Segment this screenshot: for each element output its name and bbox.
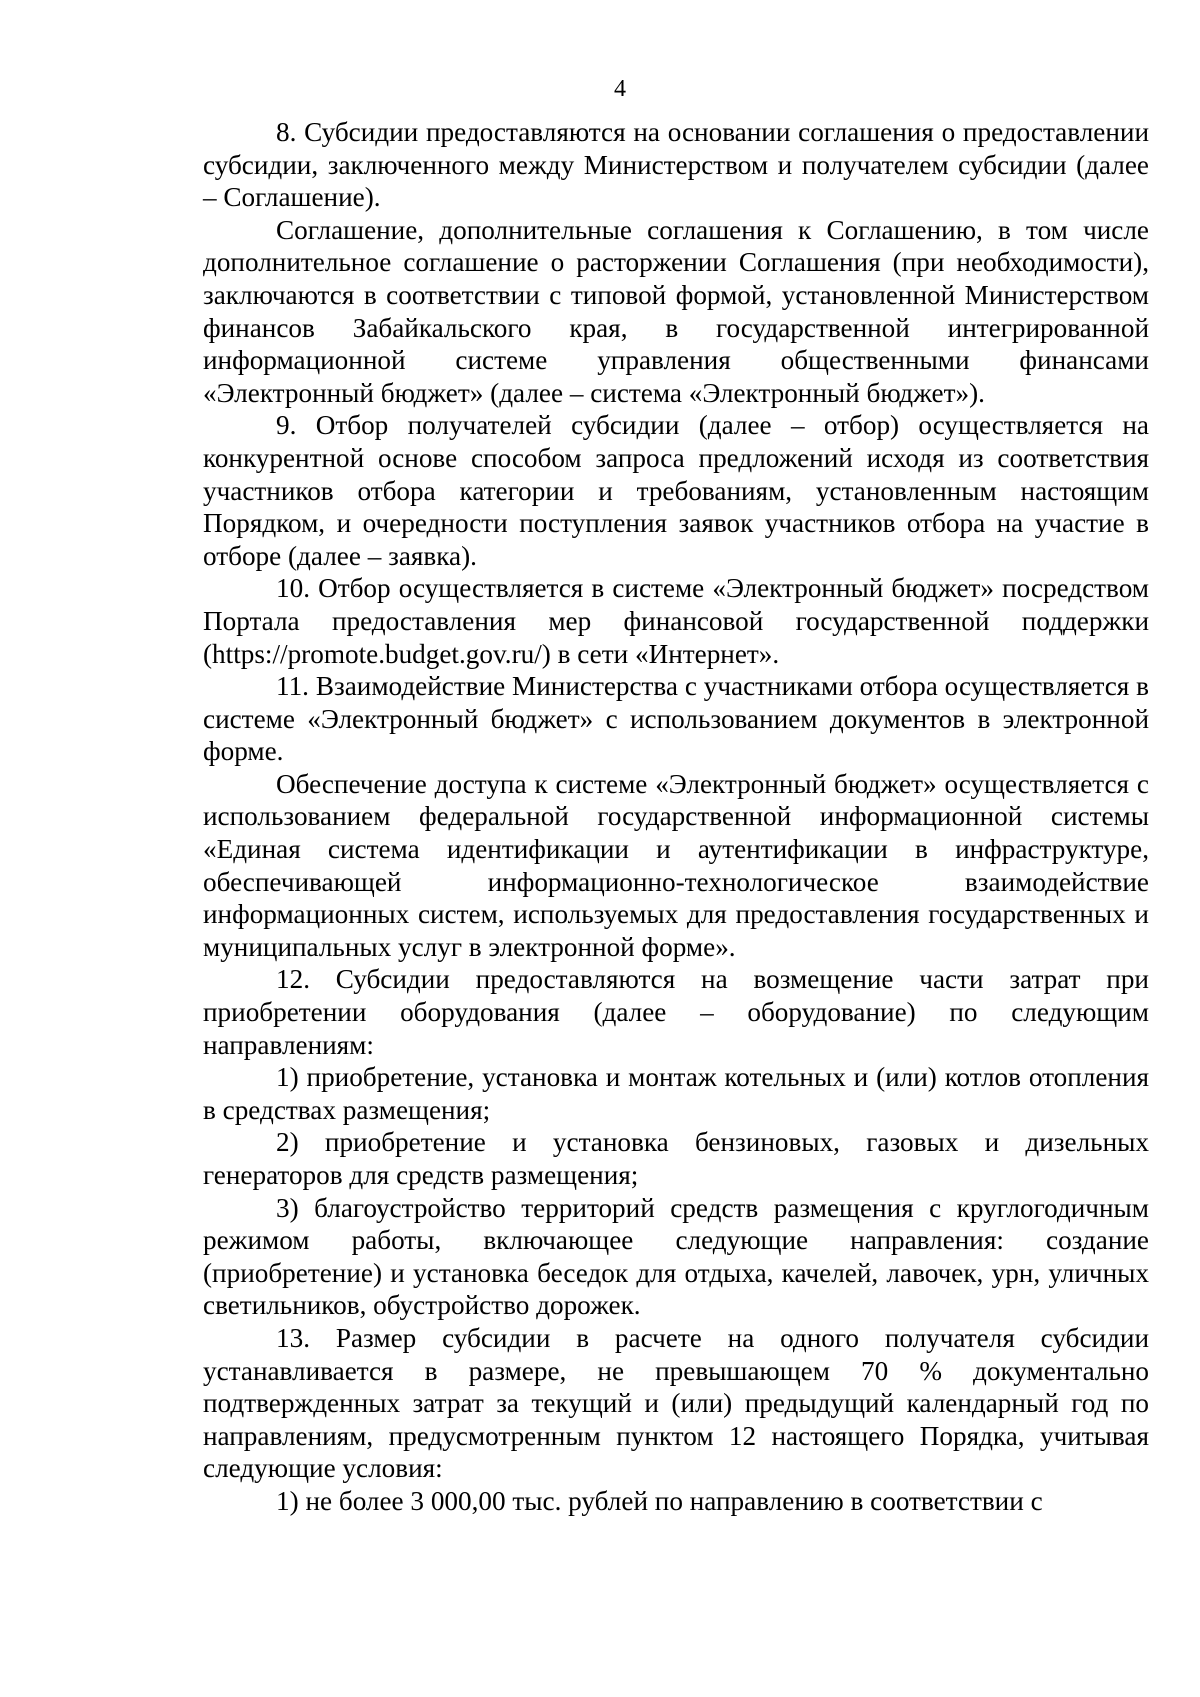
list-item-12-3: 3) благоустройство территорий средств размещения с круглогодичным режимом работы, включающее следующие направления: создание (приобретение) и установка беседок для отдыха, качелей, лавочек, урн, уличных светильников, обустройство дорожек.: [203, 1192, 1149, 1321]
paragraph-10: 10. Отбор осуществляется в системе «Электронный бюджет» посредством Портала предоставления мер финансовой государственной поддержки (https://promote.budget.gov.ru/) в сети «Интернет».: [203, 573, 1149, 669]
paragraph-13: 13. Размер субсидии в расчете на одного получателя субсидии устанавливается в размере, не превышающем 70 % документально подтвержденных затрат за текущий и (или) предыдущий календарный год по направлениям, предусмотренным пунктом 12 настоящего Порядка, учитывая следующие условия:: [203, 1322, 1149, 1484]
paragraph-12: 12. Субсидии предоставляются на возмещение части затрат при приобретении оборудования (далее – оборудование) по следующим направлениям:: [203, 964, 1149, 1060]
document-body: [203, 116, 1149, 1518]
list-item-13-1: 1) не более 3 000,00 тыс. рублей по направлению в соответствии с: [276, 1485, 1043, 1516]
paragraph-8: 8. Субсидии предоставляются на основании соглашения о предоставлении субсидии, заключенного между Министерством и получателем субсидии (далее – Соглашение).: [203, 117, 1149, 213]
paragraph-access: Обеспечение доступа к системе «Электронный бюджет» осуществляется с использованием федеральной государственной информационной системы «Единая система идентификации и аутентификации в инфраструктуре, обеспечивающей информационно-технологическое взаимодействие информационных систем, используемых для предоставления государственных и муниципальных услуг в электронной форме».: [203, 768, 1149, 962]
paragraph-agreement: Соглашение, дополнительные соглашения к Соглашению, в том числе дополнительное соглашение о расторжении Соглашения (при необходимости), заключаются в соответствии с типовой формой, установленной Министерством финансов Забайкальского края, в государственной интегрированной информационной системе управления общественными финансами «Электронный бюджет» (далее – система «Электронный бюджет»).: [203, 214, 1149, 408]
list-item-12-1: 1) приобретение, установка и монтаж котельных и (или) котлов отопления в средствах размещения;: [203, 1062, 1149, 1125]
paragraph-11: 11. Взаимодействие Министерства с участниками отбора осуществляется в системе «Электронный бюджет» с использованием документов в электронной форме.: [203, 671, 1149, 767]
paragraph-9: 9. Отбор получателей субсидии (далее – отбор) осуществляется на конкурентной основе способом запроса предложений исходя из соответствия участников отбора категории и требованиям, установленным настоящим Порядком, и очередности поступления заявок участников отбора на участие в отборе (далее – заявка).: [203, 410, 1149, 571]
page-number: 4: [614, 76, 626, 102]
list-item-12-2: 2) приобретение и установка бензиновых, газовых и дизельных генераторов для средств размещения;: [203, 1127, 1149, 1190]
